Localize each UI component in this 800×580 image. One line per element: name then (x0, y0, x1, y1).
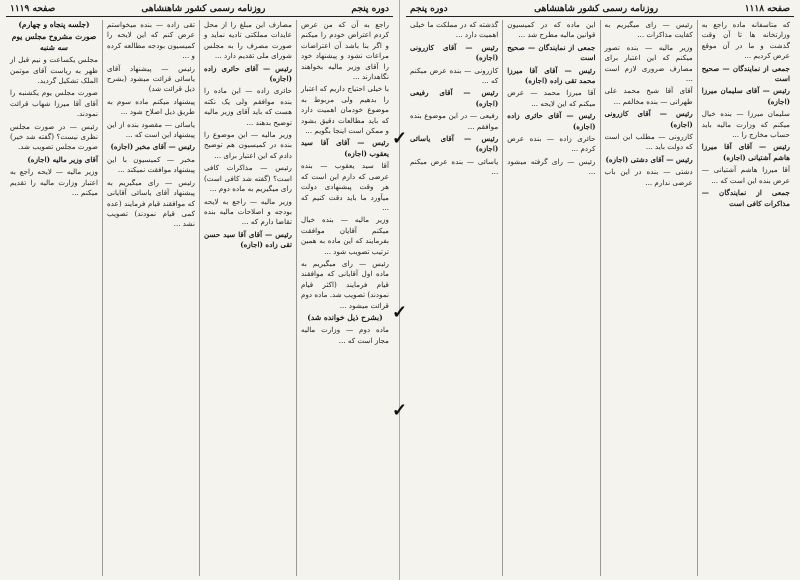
paragraph: رئیس — آقای آقا میرزا هاشم آشتیانی (اجازه) (701, 142, 790, 162)
paragraph: رئیس — آقای آقا سید حسن تقی زاده (اجازه) (204, 229, 292, 250)
paragraph: آقا سید یعقوب — بنده عرضی که دارم این است که هر وقت پیشنهادی دولت میآورد ما باید دقت کنیم که ... (301, 161, 389, 212)
right-page (400, 0, 800, 580)
right-column-3 (502, 20, 599, 576)
right-page-header (406, 2, 794, 17)
paragraph: آقای وزیر مالیه (اجازه) (27, 154, 98, 164)
paragraph: رفیعی — در این موضوع بنده موافقم ... (410, 111, 499, 131)
paragraph: ماده دوم — وزارت مالیه مجاز است که ... (301, 325, 389, 345)
paragraph: وزیر مالیه — راجع به لایحه بودجه و اصلاحات مالیه بنده تقاضا دارم که ... (204, 196, 292, 227)
right-column-2 (600, 20, 697, 576)
paragraph: رئیس — رای گرفته میشود ... (507, 156, 596, 177)
paragraph: مجلس یکساعت و نیم قبل از ظهر به ریاست آقای موتمن الملک تشکیل گردید. (10, 55, 98, 86)
paragraph: راجع به آن که من عرض کردم اعتراض خودم را میکنم و اگر بنا باشد آن اعتراضات مراعات نشود و پیشنهاد خود را آقای وزیر مالیه بخواهند نگاهدارند ... (301, 20, 389, 82)
session-subheading: صورت مشروح مجلس یوم سه شنبه (11, 32, 97, 52)
paragraph: رئیس — مذاکرات کافی است؟ (گفته شد کافی است) رای میگیریم به ماده دوم ... (204, 163, 292, 194)
right-columns (406, 20, 794, 576)
paragraph: جمعی از نمایندگان — صحیح است (507, 42, 596, 63)
paragraph: وزیر مالیه — بنده خیال میکنم آقایان موافقت بفرمایند که این ماده به همین ترتیب تصویب شود ... (301, 215, 389, 256)
paragraph: تقی زاده — بنده میخواستم عرض کنم که این لایحه را کمیسیون بودجه مطالعه کرده و ... (107, 20, 195, 61)
paragraph: رئیس — رای میگیریم به کفایت مذاکرات ... (604, 20, 693, 40)
paragraph: رئیس — آقای حائری زاده (اجازه) (204, 63, 292, 84)
paragraph: وزیر مالیه — لایحه راجع به اعتبار وزارت مالیه را تقدیم میکنم ... (10, 167, 98, 198)
paragraph: کازرونی — بنده عرض میکنم که ... (410, 65, 499, 86)
paragraph: دشتی — بنده در این باب عرضی ندارم ... (604, 167, 693, 187)
paragraph: رئیس — رای میگیریم به ماده اول آقایانی که موافقند قیام فرمایند (اکثر قیام نمودند) تصویب شد. ماده دوم قرائت میشود ... (301, 258, 389, 310)
paragraph: مصارف این مبلغ را از محل عایدات مملکتی تادیه نماید و صورت مصرف را به مجلس شورای ملی تقدیم دارد ... (204, 20, 292, 61)
left-page-header (6, 2, 393, 17)
handwritten-check-mark: ✓ (392, 302, 408, 323)
handwritten-check-mark: ✓ (392, 400, 408, 421)
paragraph: رئیس — رای میگیریم به پیشنهاد آقای یاسائی آقایانی که موافقند قیام فرمایند (عده کمی قیام نمودند) تصویب نشد ... (107, 177, 195, 229)
paragraph: رئیس — در صورت مجلس نظری نیست؟ (گفته شد خیر) صورت مجلس تصویب شد. (10, 121, 98, 152)
paragraph: رئیس — پیشنهاد آقای یاسائی قرائت میشود (بشرح ذیل قرائت شد) (107, 63, 195, 94)
paragraph: رئیس — آقای آقا سید یعقوب (اجازه) (301, 138, 389, 158)
left-column-3 (102, 20, 199, 576)
paragraph: رئیس — آقای یاسائی (اجازه) (410, 134, 499, 154)
left-columns (6, 20, 393, 576)
paragraph: یاسائی — مقصود بنده از این پیشنهاد این است که ... (107, 119, 195, 140)
paragraph: رئیس — آقای رفیعی (اجازه) (410, 88, 499, 108)
paragraph: با خیلی احتیاج داریم که اعتبار را بدهیم ولی مربوط به موضوع خودمان اهمیت دارد که باید مطالعات دقیق بشود و ممکن است اینجا بگویم ... (301, 84, 389, 136)
left-page-number: صفحه ۱۱۱۹ (10, 4, 56, 14)
paragraph: آقای آقا شیخ محمد علی طهرانی — بنده مخالفم ... (604, 86, 693, 106)
left-column-4 (6, 20, 102, 576)
paragraph: آقا میرزا محمد — عرض میکنم که این لایحه ... (507, 88, 596, 108)
paragraph: این ماده که در کمیسیون قوانین مالیه مطرح شد ... (507, 20, 596, 40)
paragraph: رئیس — آقای سلیمان میرزا (اجازه) (701, 86, 790, 106)
paragraph: رئیس — آقای دشتی (اجازه) (605, 154, 693, 164)
right-column-4 (406, 20, 502, 576)
paragraph: پیشنهاد میکنم ماده سوم به طریق ذیل اصلاح شود ... (107, 96, 195, 117)
paragraph: گذشته که در مملکت ما خیلی اهمیت دارد ... (410, 20, 499, 40)
paragraph: مخبر — کمیسیون با این پیشنهاد موافقت نمیکند ... (107, 154, 195, 175)
paragraph: کازرونی — مطلب این است که دولت باید ... (604, 132, 693, 152)
session-heading: (جلسه پنجاه و چهارم) (18, 20, 90, 29)
left-session: دوره پنجم (351, 4, 389, 14)
paragraph: رئیس — آقای مخبر (اجازه) (110, 142, 195, 152)
paragraph: حائری زاده — بنده عرض کردم ... (507, 134, 596, 154)
paragraph: رئیس — آقای آقا میرزا محمد تقی زاده (اجازه) (507, 65, 596, 86)
right-column-1 (697, 20, 794, 576)
paragraph: وزیر مالیه — این موضوع را بنده در کمیسیون هم توضیح دادم که این اعتبار برای ... (204, 130, 292, 160)
left-title: روزنامه رسمی کشور شاهنشاهی (141, 4, 266, 14)
paragraph: (بشرح ذیل خوانده شد) (307, 312, 383, 322)
paragraph: صورت مجلس یوم یکشنبه را آقای آقا میرزا شهاب قرائت نمودند. (10, 88, 98, 119)
paragraph: رئیس — آقای حائری زاده (اجازه) (507, 111, 596, 131)
left-column-1 (296, 20, 393, 576)
right-session: دوره پنجم (410, 4, 448, 14)
paragraph: وزیر مالیه — بنده تصور میکنم که این اعتبار برای مصارف ضروری لازم است ... (604, 42, 693, 84)
paragraph: رئیس — آقای کازرونی (اجازه) (604, 109, 693, 129)
right-title: روزنامه رسمی کشور شاهنشاهی (534, 4, 659, 14)
paragraph: رئیس — آقای کازرونی (اجازه) (410, 42, 499, 63)
handwritten-check-mark: ✓ (392, 128, 408, 149)
paragraph: یاسائی — بنده عرض میکنم ... (410, 156, 499, 177)
paragraph: که متاسفانه ماده راجع به وزارتخانه ها تا آن وقت گذشت و ما در آن موقع عرض کردیم ... (701, 20, 790, 61)
paragraph: حائری زاده — این ماده را بنده موافقم ولی یک نکته هست که باید آقای وزیر مالیه توضیح بدهند ... (204, 86, 292, 127)
right-page-number: صفحه ۱۱۱۸ (744, 4, 790, 14)
paragraph: جمعی از نمایندگان — صحیح است (701, 63, 790, 84)
paragraph: سلیمان میرزا — بنده خیال میکنم که وزارت مالیه باید حساب مخارج را ... (701, 109, 790, 140)
left-column-2 (199, 20, 296, 576)
paragraph: جمعی از نمایندگان — مذاکرات کافی است (701, 188, 790, 208)
paragraph: آقا میرزا هاشم آشتیانی — عرض بنده این است که ... (701, 165, 790, 185)
